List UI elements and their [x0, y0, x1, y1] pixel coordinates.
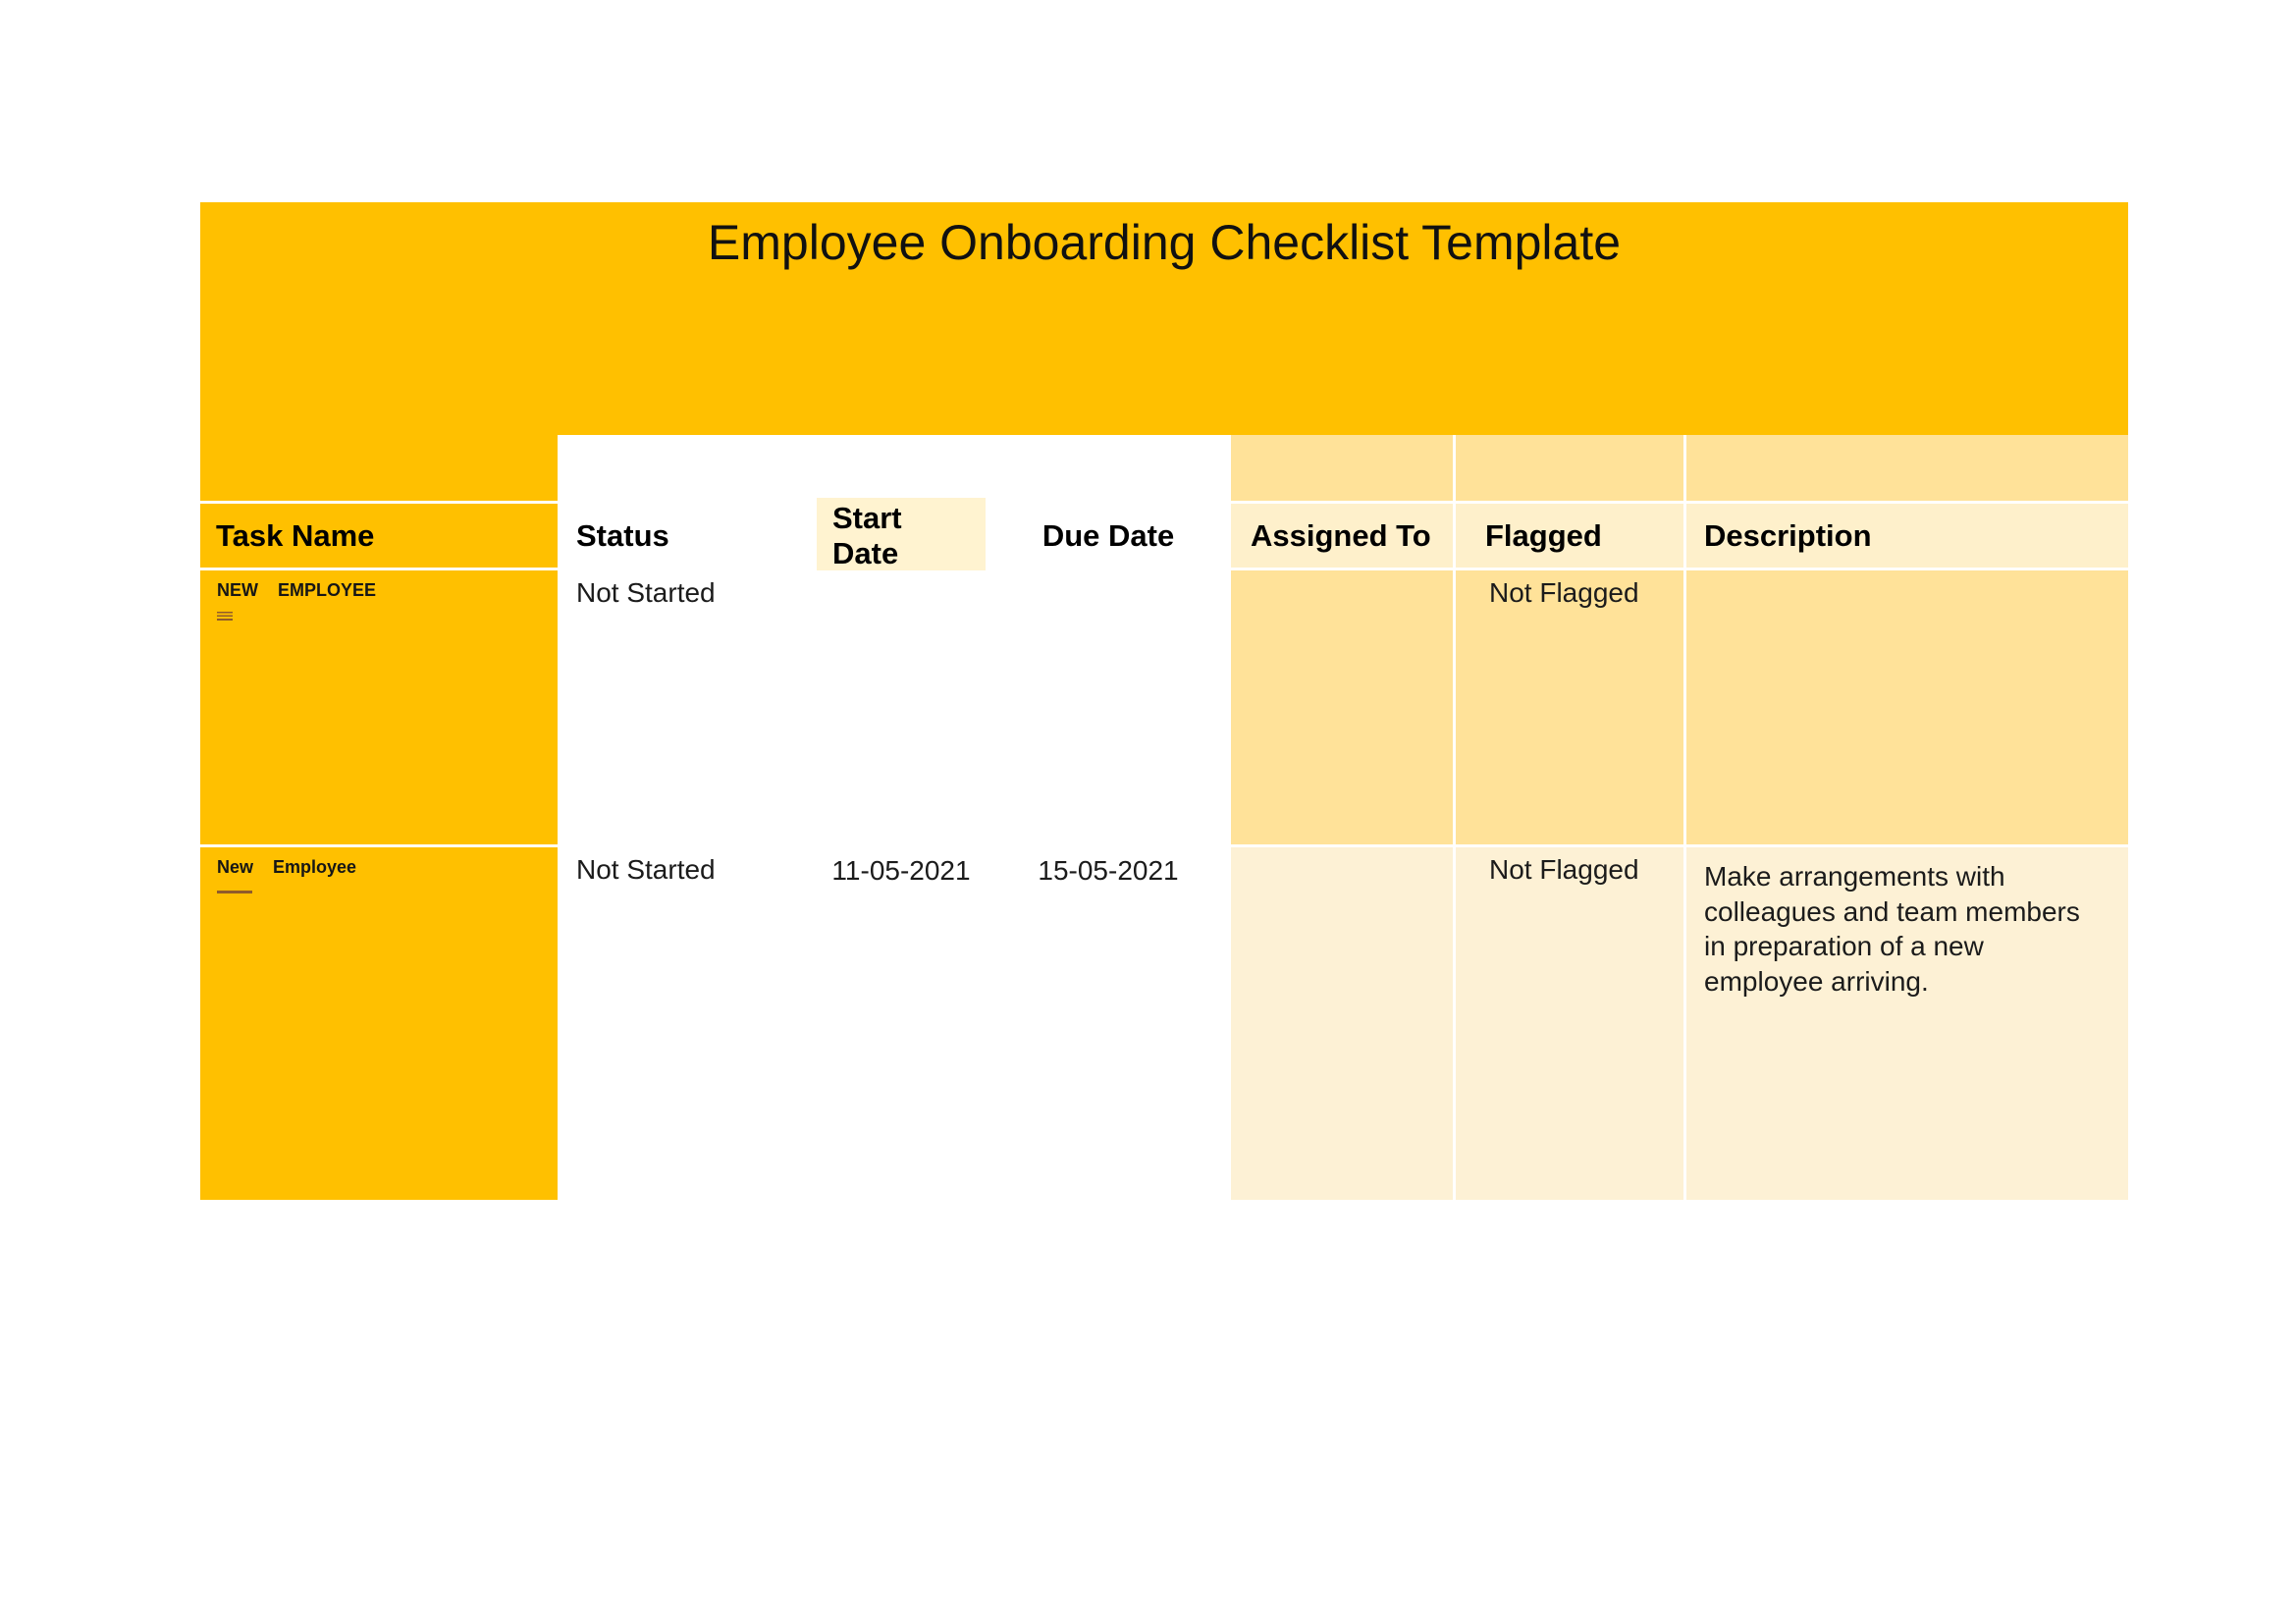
column-header-flagged: Flagged [1456, 504, 1683, 568]
start-date-header-highlight: Start Date [817, 498, 986, 574]
tiny-note-mark [217, 891, 252, 893]
row1-task-name-cell[interactable] [200, 570, 558, 844]
row2-description-cell[interactable]: Make arrangements with colleagues and team members in preparation of a new employee arriving. [1686, 847, 2128, 1200]
row1-flagged-cell[interactable]: Not Flagged [1456, 570, 1683, 844]
row1-status-cell[interactable]: Not Started [561, 570, 814, 844]
column-header-task-name: Task Name [200, 504, 558, 568]
row2-start-date-cell[interactable]: 11-05-2021 [817, 847, 986, 1200]
band-cell-status [561, 435, 814, 501]
row2-task-word1: New [217, 857, 254, 877]
band-cell-due-date [988, 435, 1228, 501]
row1-start-date-cell[interactable] [817, 570, 986, 844]
band-cell-assigned-to [1231, 435, 1453, 501]
row1-task-word1: NEW [217, 580, 258, 600]
column-header-assigned-to: Assigned To [1231, 504, 1453, 568]
row1-assigned-to-cell[interactable] [1231, 570, 1453, 844]
row2-task-name-cell[interactable] [200, 847, 558, 1200]
column-header-due-date: Due Date [988, 504, 1228, 568]
page-title: Employee Onboarding Checklist Template [707, 215, 1622, 270]
row1-due-date-cell[interactable] [988, 570, 1228, 844]
column-header-status: Status [561, 504, 814, 568]
row1-task-word2: EMPLOYEE [278, 580, 377, 600]
title-banner [200, 202, 2128, 435]
band-cell-task [200, 435, 558, 501]
checklist-table [200, 435, 2128, 1200]
row1-task-name [217, 580, 558, 601]
band-cell-flagged [1456, 435, 1683, 501]
row2-status-cell[interactable]: Not Started [561, 847, 814, 1200]
band-cell-description [1686, 435, 2128, 501]
row1-description-cell[interactable] [1686, 570, 2128, 844]
row2-task-word2: Employee [273, 857, 357, 877]
row2-flagged-cell[interactable]: Not Flagged [1456, 847, 1683, 1200]
band-cell-start-date [817, 435, 986, 501]
row2-due-date-cell[interactable]: 15-05-2021 [988, 847, 1228, 1200]
row2-assigned-to-cell[interactable] [1231, 847, 1453, 1200]
column-header-description: Description [1686, 504, 2128, 568]
tiny-note-mark [217, 612, 233, 621]
column-header-start-date [817, 500, 986, 570]
row2-task-name [217, 857, 558, 878]
